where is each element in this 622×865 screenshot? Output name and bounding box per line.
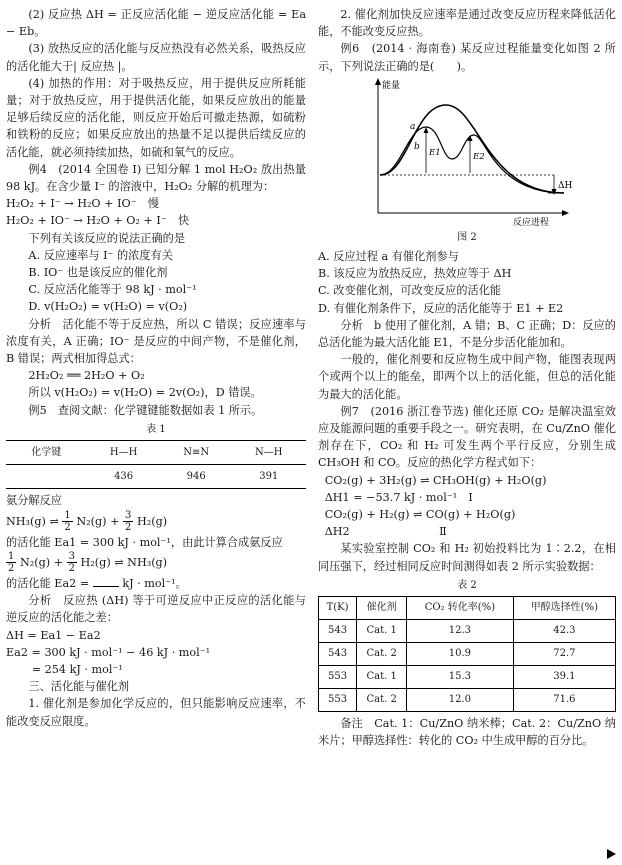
- ea2-prefix: 的活化能 Ea2 =: [6, 576, 90, 590]
- example-4-option-b: B. IO⁻ 也是该反应的催化剂: [28, 266, 168, 280]
- example-5-dh-equation: ΔH = Ea1 − Ea2: [6, 628, 101, 642]
- example-4-question: 下列有关该反应的说法正确的是: [28, 231, 186, 245]
- table-header-cell: H—H: [86, 441, 160, 465]
- equation-part: H₂(g): [136, 514, 168, 528]
- table-cell: 553: [319, 689, 357, 712]
- paragraph-heating: (4) 加热的作用：对于吸热反应，用于提供反应所耗能量；对于放热反应，用于提供活化能，如果反应放出的能量足够后续反应的活化能，则反应开始后可撤走热源，如硫粉和铁粉的反应；如果反应放出的热量不足以提供后续反应的活化能，就必须持续加热，如硫和氧气的反应。: [6, 76, 306, 159]
- table-cell: 436: [114, 471, 134, 483]
- section-3-point-1: 1. 催化剂是参加化学反应的，但只能影响反应速率，不能改变反应限度。: [6, 697, 306, 728]
- table-cell: 42.3: [513, 620, 615, 643]
- table-row: [6, 465, 306, 489]
- right-column: [318, 6, 616, 749]
- example-7-intro: 例7 (2016 浙江卷节选) 催化还原 CO₂ 是解决温室效应及能源问题的重要手段之一。研究表明，在 Cu/ZnO 催化剂存在下，CO₂ 和 H₂ 可发生两个平行反应，分别生成 CH₃OH 和 CO。反应的热化学方程式如下：: [318, 404, 616, 470]
- label-b: b: [414, 141, 420, 152]
- catalyst-point-2: 2. 催化剂加快反应速率是通过改变反应历程来降低活化能，不能改变反应热。: [318, 8, 616, 39]
- example-5-ea2-question: [6, 575, 306, 592]
- ea2-suffix: kJ · mol⁻¹。: [122, 576, 187, 590]
- y-axis-label: 能量: [382, 80, 401, 91]
- table-cell: 543: [319, 620, 357, 643]
- continue-arrow-icon: [607, 849, 616, 859]
- table-cell: 946: [186, 471, 206, 483]
- example-5-calculation-1: Ea2 = 300 kJ · mol⁻¹ − 46 kJ · mol⁻¹: [6, 645, 211, 659]
- experiment-data-table: [318, 596, 616, 712]
- table-header-cell: 甲醇选择性(%): [513, 597, 615, 620]
- example-4-equation-2: H₂O₂ + IO⁻ → H₂O + O₂ + I⁻ 快: [6, 214, 190, 228]
- fraction-denominator: 2: [125, 522, 132, 534]
- section-3-heading: 三、活化能与催化剂: [28, 680, 130, 694]
- e1-arrow-head: [424, 127, 429, 133]
- example-5-analysis: 分析 反应热 (ΔH) 等于可逆反应中正反应的活化能与逆反应的活化能之差：: [6, 594, 306, 625]
- example-6-analysis: 分析 b 使用了催化剂，A 错；B、C 正确；D：反应的总活化能为最大活化能 E1，不是分步活化能加和。: [318, 318, 616, 350]
- fraction-numerator: 1: [8, 551, 15, 563]
- fraction-three-halves: [67, 551, 77, 574]
- example-7-equation-2: CO₂(g) + H₂(g) ⇌ CO(g) + H₂O(g): [324, 508, 516, 522]
- table-cell: 391: [259, 471, 279, 483]
- example-7-dh1: ΔH1 = −53.7 kJ · mol⁻¹ Ⅰ: [324, 490, 473, 504]
- example-6-option-d: D. 有催化剂条件下，反应的活化能等于 E1 + E2: [318, 301, 564, 315]
- table-row: [319, 666, 616, 689]
- paragraph-exo-endo: (3) 放热反应的活化能与反应热没有必然关系，吸热反应的活化能大于| 反应热 |。: [6, 42, 306, 73]
- example-6-option-c: C. 改变催化剂，可改变反应的活化能: [318, 284, 502, 298]
- example-5-intro: 例5 查阅文献：化学键键能数据如表 1 所示。: [28, 403, 263, 417]
- answer-blank: [93, 586, 119, 587]
- example-4-option-d: D. v(H₂O₂) = v(H₂O) = v(O₂): [28, 300, 188, 314]
- table-2-caption: 表 2: [457, 579, 477, 591]
- fraction-three-halves: [123, 510, 133, 533]
- equation-part: N₂(g) +: [76, 514, 120, 528]
- example-5-calculation-2: = 254 kJ · mol⁻¹: [31, 662, 123, 676]
- ammonia-synthesis-equation: [6, 551, 306, 575]
- ammonia-decomposition-equation: [6, 510, 306, 534]
- label-dh: ΔH: [558, 180, 573, 191]
- label-e2: E2: [473, 151, 485, 162]
- table-cell: Cat. 2: [357, 643, 407, 666]
- table-header-cell: CO₂ 转化率(%): [407, 597, 514, 620]
- fraction-denominator: 2: [68, 563, 75, 575]
- label-e1: E1: [429, 147, 441, 158]
- x-axis-arrow: [562, 210, 569, 216]
- table-header-cell: 催化剂: [357, 597, 407, 620]
- example-4-total-equation: 2H₂O₂ ══ 2H₂O + O₂: [28, 369, 145, 383]
- equation-part: N₂(g) +: [19, 555, 64, 569]
- example-6-option-a: A. 反应过程 a 有催化剂参与: [318, 250, 459, 264]
- table-cell: 10.9: [407, 643, 514, 666]
- example-7-experiment: 某实验室控制 CO₂ 和 H₂ 初始投料比为 1∶2.2，在相同压强下，经过相同反应时间测得如表 2 所示实验数据：: [318, 542, 616, 573]
- fraction-numerator: 3: [68, 551, 75, 563]
- example-7-dh2: ΔH2 Ⅱ: [324, 525, 447, 539]
- example-4-option-c: C. 反应活化能等于 98 kJ · mol⁻¹: [28, 283, 197, 297]
- table-2-note: 备注 Cat. 1：Cu/ZnO 纳米棒；Cat. 2：Cu/ZnO 纳米片；甲醇选择性：转化的 CO₂ 中生成甲醇的百分比。: [318, 717, 616, 748]
- example-4-analysis: 分析 活化能不等于反应热，所以 C 错误；反应速率与浓度有关，A 正确；IO⁻ 是反应的中间产物，不是催化剂，B 错误；两式相加得总式：: [6, 317, 306, 366]
- table-cell: 72.7: [513, 643, 615, 666]
- example-4-option-a: A. 反应速率与 I⁻ 的浓度有关: [28, 248, 173, 262]
- label-a: a: [410, 121, 416, 132]
- example-4-conclusion: 所以 v(H₂O₂) = v(H₂O) = 2v(O₂)，D 错误。: [28, 386, 262, 400]
- figure-2-caption: 图 2: [457, 231, 477, 243]
- table-header-cell: N≡N: [161, 441, 232, 465]
- example-6-intro: 例6 (2014 · 海南卷) 某反应过程能量变化如图 2 所示，下列说法正确的是( )。: [318, 42, 616, 73]
- example-6-option-b: B. 该反应为放热反应，热效应等于 ΔH: [318, 267, 512, 281]
- table-cell: Cat. 1: [357, 620, 407, 643]
- table-header-cell: N—H: [232, 441, 306, 465]
- example-5-subtitle: 氨分解反应: [6, 494, 62, 508]
- fraction-denominator: 2: [64, 522, 71, 534]
- table-cell: 39.1: [513, 666, 615, 689]
- fraction-one-half: [6, 551, 16, 574]
- paragraph-dh-definition: (2) 反应热 ΔH = 正反应活化能 − 逆反应活化能 = Ea − Eb。: [6, 8, 306, 39]
- fraction-denominator: 2: [8, 563, 15, 575]
- table-cell: 15.3: [407, 666, 514, 689]
- table-row: [319, 620, 616, 643]
- example-4-intro: 例4 (2014 全国卷 Ⅰ) 已知分解 1 mol H₂O₂ 放出热量 98 kJ。在含少量 I⁻ 的溶液中，H₂O₂ 分解的机理为：: [6, 162, 306, 194]
- table-header-cell: T(K): [319, 597, 357, 620]
- example-7-equation-1: CO₂(g) + 3H₂(g) ⇌ CH₃OH(g) + H₂O(g): [324, 473, 547, 487]
- table-row: [319, 689, 616, 712]
- table-cell: 12.0: [407, 689, 514, 712]
- fraction-one-half: [62, 510, 72, 533]
- table-1-caption: 表 1: [146, 423, 166, 435]
- y-axis-arrow: [375, 78, 381, 85]
- curve-a: [380, 105, 564, 193]
- table-header-row: [319, 597, 616, 620]
- bond-energy-table: [6, 440, 306, 489]
- x-axis-label: 反应进程: [513, 217, 550, 227]
- table-cell: 543: [319, 643, 357, 666]
- general-paragraph: 一般的，催化剂要和反应物生成中间产物，能图表现两个或两个以上的能垒，即两个以上的活化能，但总的活化能为最大的活化能。: [318, 353, 616, 401]
- table-cell: 12.3: [407, 620, 514, 643]
- fraction-numerator: 1: [64, 510, 71, 522]
- left-column: [6, 6, 306, 730]
- table-header-cell: 化学键: [6, 441, 86, 465]
- equation-part: H₂(g) ⇌ NH₃(g): [80, 555, 168, 569]
- table-row: [319, 643, 616, 666]
- table-cell: 71.6: [513, 689, 615, 712]
- energy-diagram: [318, 75, 616, 227]
- equation-part: NH₃(g) ⇌: [6, 514, 59, 528]
- table-cell: 553: [319, 666, 357, 689]
- table-cell: Cat. 2: [357, 689, 407, 712]
- example-4-equation-1: H₂O₂ + I⁻ → H₂O + IO⁻ 慢: [6, 197, 159, 211]
- example-5-ea1: 的活化能 Ea1 = 300 kJ · mol⁻¹，由此计算合成氨反应: [6, 535, 283, 549]
- fraction-numerator: 3: [125, 510, 132, 522]
- table-cell: Cat. 1: [357, 666, 407, 689]
- curve-b: [380, 127, 564, 193]
- table-cell: [6, 465, 86, 489]
- table-header-row: [6, 441, 306, 465]
